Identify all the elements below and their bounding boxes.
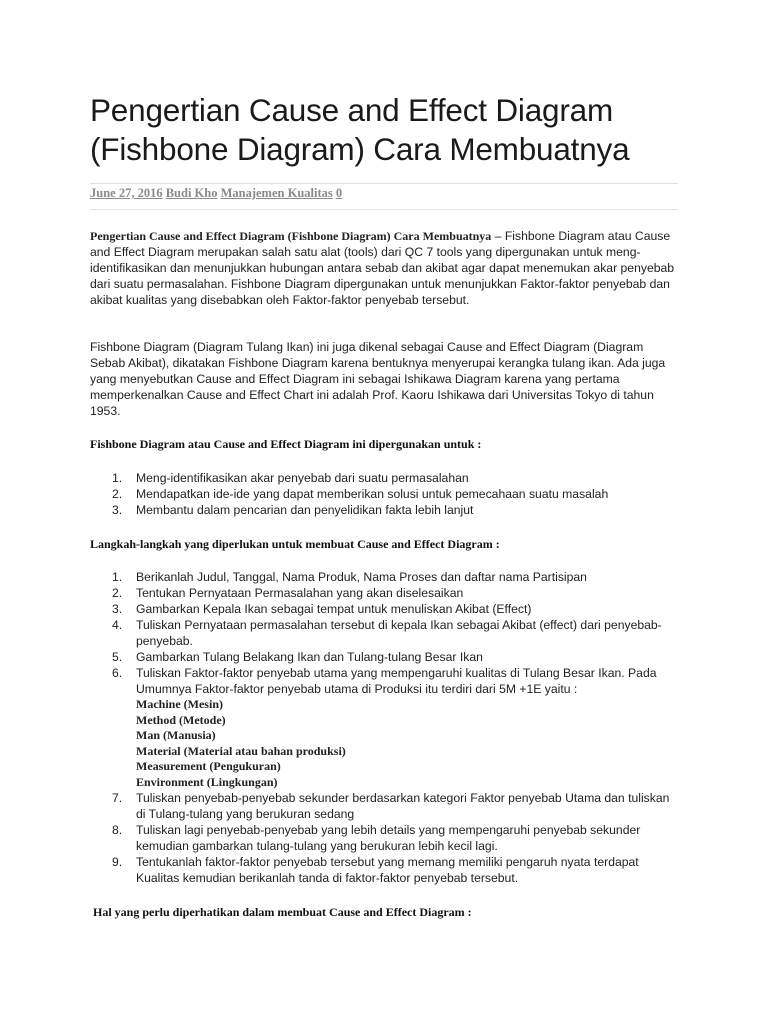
list-item [90,470,680,486]
section1-heading: Fishbone Diagram atau Cause and Effect Diagram ini dipergunakan untuk : [90,437,482,451]
list-item-text: Gambarkan Kepala Ikan sebagai tempat untuk menuliskan Akibat (Effect) [136,602,532,616]
list-number: 2. [112,586,123,600]
list-number: 4. [112,618,123,632]
comments-link[interactable]: 0 [335,186,343,200]
list-number: 5. [112,650,123,664]
list-item [90,585,680,601]
section2-heading: Langkah-langkah yang diperlukan untuk membuat Cause and Effect Diagram : [90,537,500,551]
divider [90,209,678,210]
list-number: 1. [112,471,123,485]
list-number: 2. [112,487,123,501]
paragraph-2-text: Fishbone Diagram (Diagram Tulang Ikan) ini juga dikenal sebagai Cause and Effect Diagram (Diagram Sebab Akibat), dikatakan Fishbone Diagram karena bentuknya menyerupai kerangka tulang ikan. Ada juga yang menyebutkan Cause and Effect Diagram ini sebagai Ishikawa Diagram karena yang pertama memperkenalkan Cause and Effect Chart ini adalah Prof. Kaoru Ishikawa dari Universitas Tokyo di tahun 1953. [90,340,666,418]
list-item-text: Tuliskan Pernyataan permasalahan tersebut di kepala Ikan sebagai Akibat (effect) dari penyebab-penyebab. [136,618,662,648]
list-item [90,822,680,854]
list-item [90,486,680,502]
factor-method: Method (Metode) [136,712,226,727]
divider [90,183,678,184]
list-number: 6. [112,666,123,680]
list-number: 3. [112,503,123,517]
category-link[interactable]: Manajemen Kualitas [220,186,333,200]
list-item-text: Mendapatkan ide-ide yang dapat memberikan solusi untuk pemecahaan suatu masalah [136,487,609,501]
list-item-text: Gambarkan Tulang Belakang Ikan dan Tulang-tulang Besar Ikan [136,650,483,664]
list-item-text: Tuliskan Faktor-faktor penyebab utama yang mempengaruhi kualitas di Tulang Besar Ikan. Pada Umumnya Faktor-faktor penyebab utama di Produksi itu terdiri dari 5M +1E yaitu : [136,666,657,696]
factor-man: Man (Manusia) [136,728,216,742]
list-item-text: Tuliskan penyebab-penyebab sekunder berdasarkan kategori Faktor penyebab Utama dan tuliskan di Tulang-tulang yang berukuran sedang [136,791,670,821]
list-number: 1. [112,570,123,584]
factor-material: Material (Material atau bahan produksi) [136,743,346,758]
list-number: 3. [112,602,123,616]
intro-text: – Fishbone Diagram atau Cause and Effect Diagram merupakan salah satu alat (tools) dari QC 7 tools yang dipergunakan untuk meng-identifikasikan dan menunjukkan hubungan antara sebab dan akibat agar dapat menemukan akar penyebab dari suatu permasalahan. Fishbone Diagram dipergunakan untuk menunjukkan Faktor-faktor penyebab dan akibat kualitas yang disebabkan oleh Faktor-faktor penyebab tersebut. [90,229,675,307]
author-link[interactable]: Budi Kho [165,186,218,200]
section3-heading: Hal yang perlu diperhatikan dalam membuat Cause and Effect Diagram : [93,905,472,919]
intro-paragraph [90,228,680,308]
list-item [90,790,680,822]
list-number: 9. [112,855,123,869]
page-title: Pengertian Cause and Effect Diagram (Fishbone Diagram) Cara Membuatnya [90,92,630,167]
post-meta [90,186,678,201]
factor-machine: Machine (Mesin) [136,697,223,711]
list-item-text: Membantu dalam pencarian dan penyelidikan fakta lebih lanjut [136,503,474,517]
list-item-text: Tentukan Pernyataan Permasalahan yang akan diselesaikan [136,586,464,600]
factor-environment: Environment (Lingkungan) [136,774,278,789]
intro-bold-lead: Pengertian Cause and Effect Diagram (Fishbone Diagram) Cara Membuatnya [90,229,492,243]
list-number: 8. [112,823,123,837]
section1-list [90,470,680,518]
section2-list [90,569,680,886]
list-item [90,854,680,886]
list-item [90,502,680,518]
post-date-link[interactable]: June 27, 2016 [90,186,163,200]
list-item-text: Tentukanlah faktor-faktor penyebab tersebut yang memang memiliki pengaruh nyata terdapat Kualitas kemudian berikanlah tanda di faktor-faktor penyebab tersebut. [136,855,639,885]
factor-measurement: Measurement (Pengukuran) [136,759,281,773]
list-number: 7. [112,791,123,805]
list-item-text: Berikanlah Judul, Tanggal, Nama Produk, Nama Proses dan daftar nama Partisipan [136,570,587,584]
list-item [90,649,680,665]
paragraph-2 [90,339,680,419]
list-item [90,601,680,617]
list-item [90,665,680,790]
list-item [90,617,680,649]
list-item-text: Meng-identifikasikan akar penyebab dari suatu permasalahan [136,471,469,485]
list-item-text: Tuliskan lagi penyebab-penyebab yang lebih details yang mempengaruhi penyebab sekunder kemudian gambarkan tulang-tulang yang berukuran lebih kecil lagi. [136,823,641,853]
list-item [90,569,680,585]
